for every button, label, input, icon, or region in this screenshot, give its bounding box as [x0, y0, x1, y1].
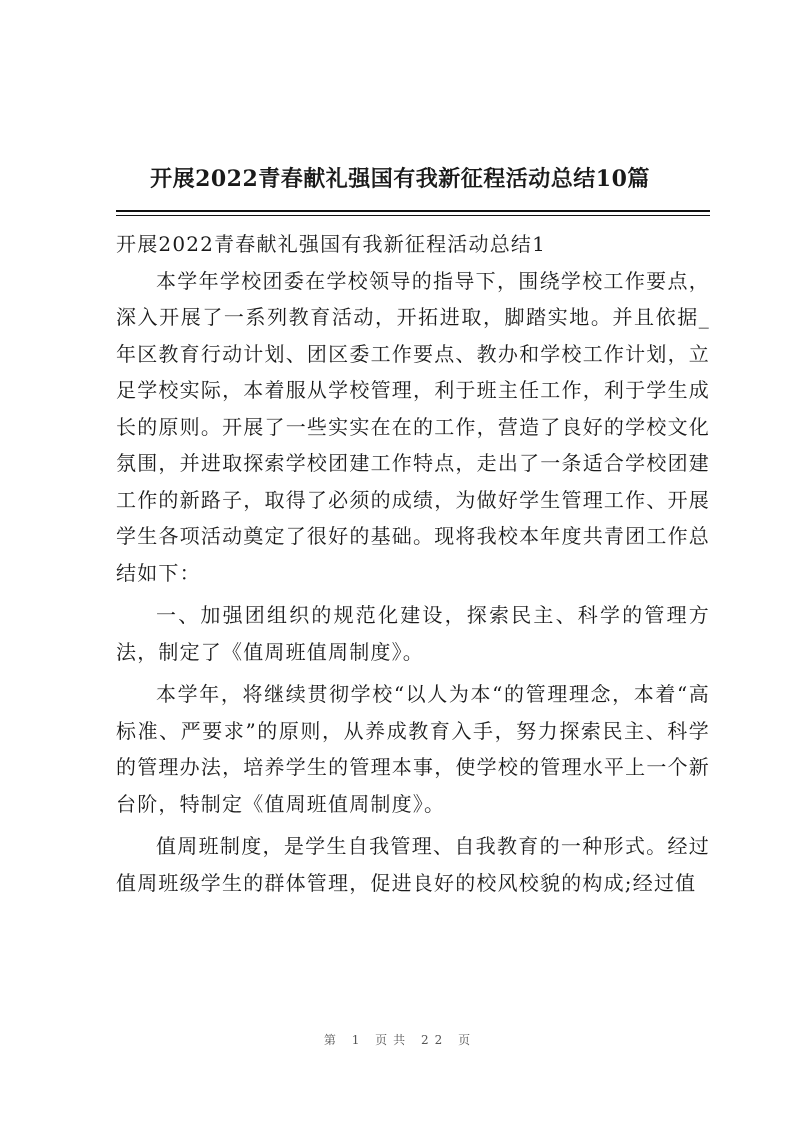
document-title: 开展2022青春献礼强国有我新征程活动总结10篇 — [150, 166, 650, 192]
title-divider-thin — [116, 215, 710, 216]
paragraph-1: 本学年学校团委在学校领导的指导下，围绕学校工作要点，深入开展了一系列教育活动，开拓进取，脚踏实地。并且依据_年区教育行动计划、团区委工作要点、教办和学校工作计划，立足学校实际，本着服从学校管理，利于班主任工作，利于学生成长的原则。开展了一些实实在在的工作，营造了良好的学校文化氛围，并进取探索学校团建工作特点，走出了一条适合学校团建工作的新路子，取得了必须的成绩，为做好学生管理工作、开展学生各项活动奠定了很好的基础。现将我校本年度共青团工作总结如下： — [116, 268, 710, 585]
title-divider — [116, 210, 710, 212]
page-number-footer: 第 1 页共 22 页 — [323, 1033, 477, 1047]
document-body — [116, 226, 710, 901]
paragraph-4: 值周班制度，是学生自我管理、自我教育的一种形式。经过值周班级学生的群体管理，促进良好的校风校貌的构成;经过值 — [116, 834, 710, 895]
paragraph-2: 一、加强团组织的规范化建设，探索民主、科学的管理方法，制定了《值周班值周制度》。 — [116, 603, 710, 664]
section-heading: 开展2022青春献礼强国有我新征程活动总结1 — [116, 232, 547, 256]
paragraph-3: 本学年，将继续贯彻学校“以人为本“的管理理念，本着“高标准、严要求”的原则，从养成教育入手，努力探索民主、科学的管理办法，培养学生的管理本事，使学校的管理水平上一个新台阶，特制定《值周班值周制度》。 — [116, 682, 710, 816]
